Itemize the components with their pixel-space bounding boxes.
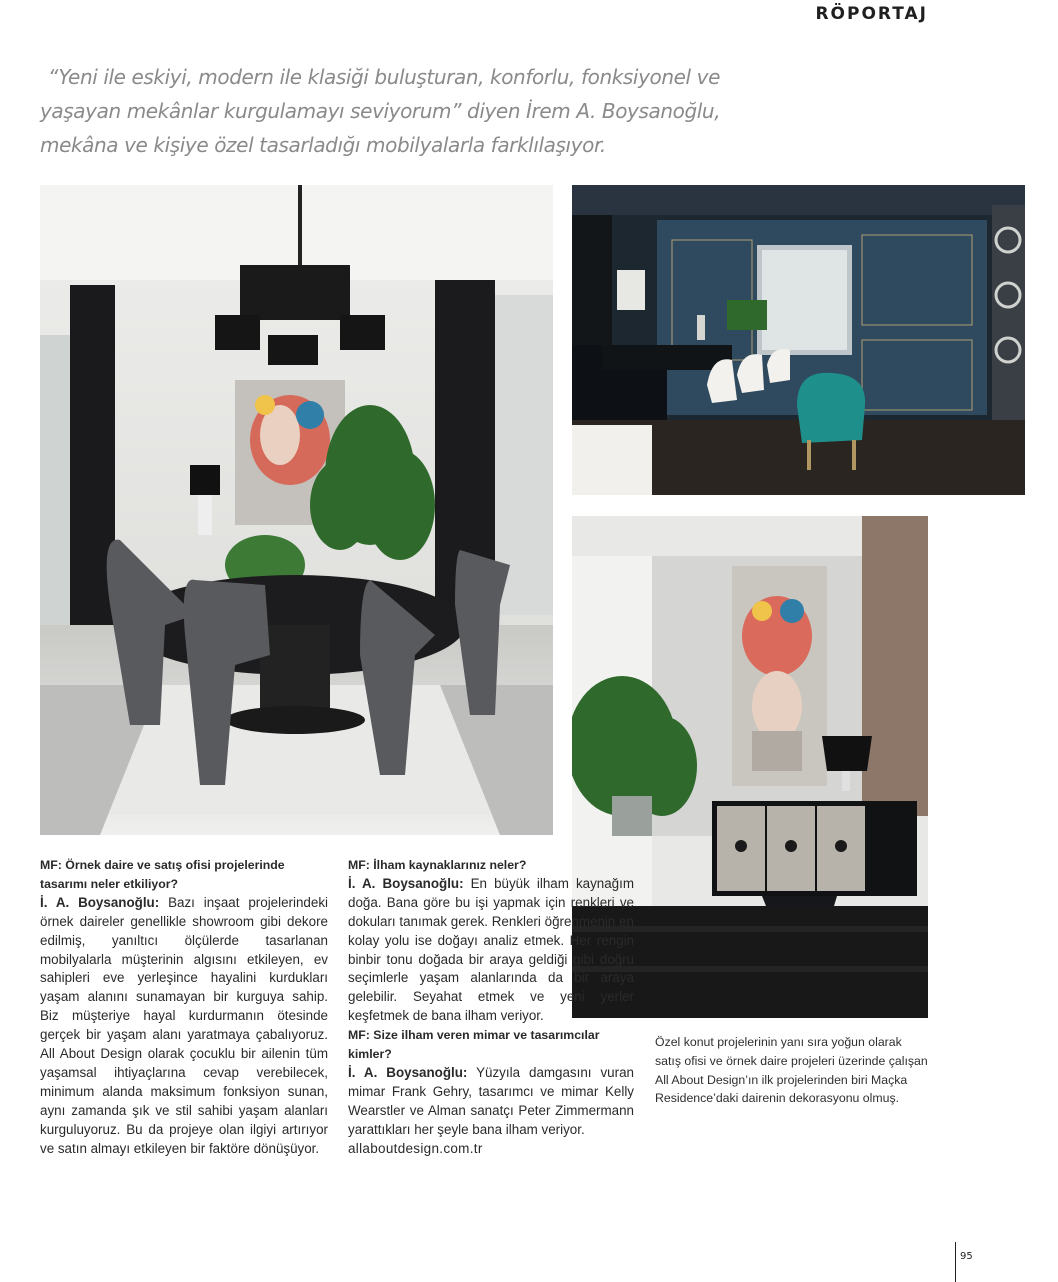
question-1: MF: Örnek daire ve satış ofisi projelerinde tasarımı neler etkiliyor?: [40, 858, 285, 891]
question-3: MF: Size ilham veren mimar ve tasarımcılar kimler?: [348, 1028, 600, 1062]
footer-rule: [955, 1242, 956, 1282]
answer-2-body: En büyük ilham kaynağım doğa. Bana göre bu işi yapmak için renkleri ve dokuları tanımak gerek. Renkleri öğrenmenin en kolay yolu ise doğayı analiz etmek. Her rengin binbir tonu doğada bir araya geldiği gibi doğru seçimlerle yaşam alanlarında da bir araya gelebilir. Seyahat etmek ve yeni yerler keşfetmek de bana ilham veriyor.: [348, 875, 634, 1024]
lead-quote: [40, 60, 740, 162]
interview-column-middle: [348, 856, 634, 1159]
website-link[interactable]: allaboutdesign.com.tr: [348, 1140, 483, 1156]
page-number: 95: [960, 1251, 973, 1262]
lead-line-2: yaşayan mekânlar kurgulamayı seviyorum” diyen İrem A. Boysanoğlu,: [40, 99, 721, 123]
section-label: RÖPORTAJ: [815, 4, 928, 24]
interview-column-left: [40, 856, 328, 1159]
answer-2: [348, 875, 634, 1026]
lead-line-1: “Yeni ile eskiyi, modern ile klasiği buluşturan, konforlu, fonksiyonel ve: [48, 65, 720, 89]
answer-1-name: İ. A. Boysanoğlu:: [40, 894, 160, 910]
answer-3-body: Yüzyıla damgasını vuran mimar Frank Gehry, tasarımcı ve mimar Kelly Wearstler ve Alman sanatçı Peter Zimmermann yarattıkları her şeyle bana ilham veriyor.: [348, 1064, 634, 1137]
answer-1: [40, 894, 328, 1159]
lounge-bar-photo: [572, 185, 1025, 495]
dining-room-photo: [40, 185, 553, 835]
answer-2-name: İ. A. Boysanoğlu:: [348, 875, 464, 891]
answer-1-body: Bazı inşaat projelerindeki örnek daireler genellikle showroom gibi dekore edilmiş, yanıltıcı ölçülerde tasarlanan mobilyalarla müşterinin algısını etkileyen, ev sahipleri eve yerleşince hayalini kurdukları yaşam alanını sunamayan bir kurguya sahip. Biz müşteriye hayal kurdurmanın ötesinde gerçek bir yaşam alanı yaratmaya çabalıyoruz. All About Design olarak çocuklu bir ailenin tüm yaşamsal ihtiyaçlarına cevap verebilecek, minimum alanda maksimum fonksiyon sunan, aynı zamanda şık ve stil sahibi yaşam alanları kurguluyoruz. Bu da projeye olan ilgiyi artırıyor ve satın almayı etkileyen bir faktöre dönüşüyor.: [40, 894, 328, 1156]
answer-3-name: İ. A. Boysanoğlu:: [348, 1064, 468, 1080]
lead-line-3: mekâna ve kişiye özel tasarladığı mobilyalarla farklılaşıyor.: [40, 133, 606, 157]
photo-caption: Özel konut projelerinin yanı sıra yoğun olarak satış ofisi ve örnek daire projeleri üzerinde çalışan All About Design’ın ilk projelerinden biri Maçka Residence’daki dairenin dekorasyonu olmuş.: [655, 1035, 928, 1106]
question-2: MF: İlham kaynaklarınız neler?: [348, 858, 527, 872]
answer-3: [348, 1064, 634, 1140]
